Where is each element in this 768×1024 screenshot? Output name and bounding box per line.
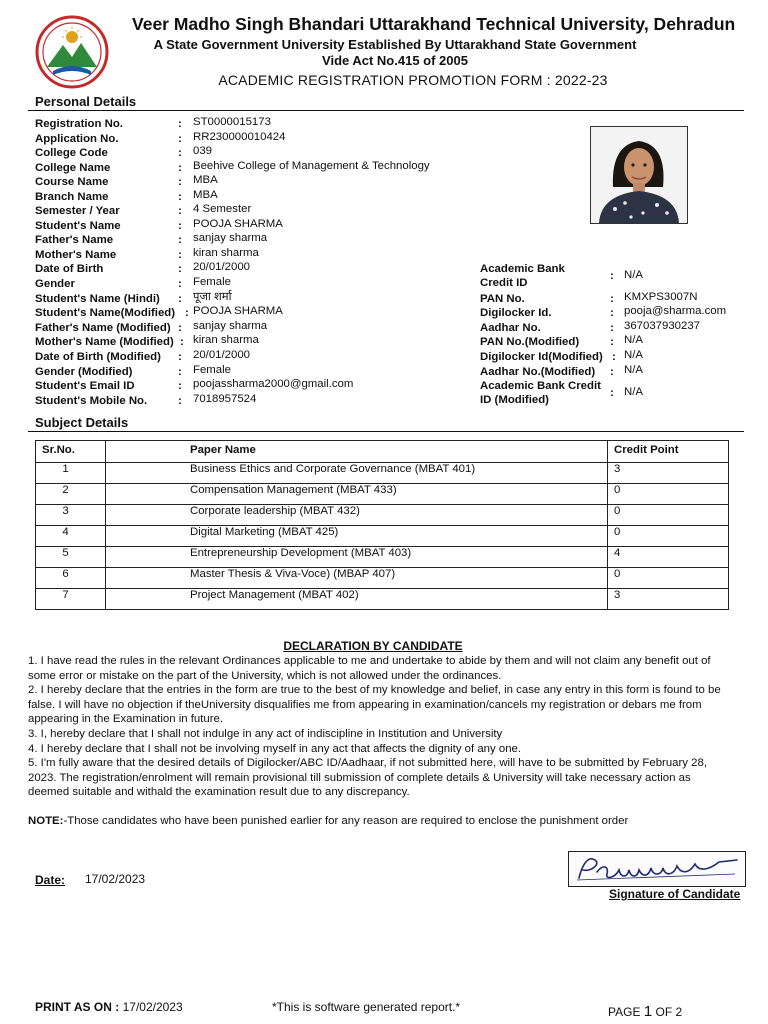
value-semester: 4 Semester <box>193 203 252 215</box>
declaration-point: 3. I, hereby declare that I shall not indulge in any act of indiscipline in Institution and University <box>28 727 503 740</box>
value-dob: 20/01/2000 <box>193 261 251 273</box>
colon: : <box>178 293 182 305</box>
value-aadhar-no-modified: N/A <box>624 364 643 376</box>
value-gender-modified: Female <box>193 364 231 376</box>
university-subtitle: A State Government University Established By Uttarakhand State Government <box>153 37 637 52</box>
date-label: Date: <box>35 873 66 887</box>
value-gender: Female <box>193 276 231 288</box>
credit-point: 3 <box>608 463 729 484</box>
signature-image <box>568 851 746 887</box>
label-dob-modified: Date of Birth (Modified) <box>35 351 161 363</box>
value-application-no: RR230000010424 <box>193 131 286 143</box>
colon: : <box>178 366 182 378</box>
print-date: PRINT AS ON : 17/02/2023 <box>35 1000 183 1014</box>
label-academic-bank-credit-id-modified: Academic Bank Credit ID (Modified) <box>480 380 601 406</box>
value-dob-modified: 20/01/2000 <box>193 349 251 361</box>
label-digilocker-id: Digilocker Id. <box>480 307 552 319</box>
note-text: -Those candidates who have been punished earlier for any reason are required to enclose the punishment order <box>63 815 629 827</box>
label-email: Student's Email ID <box>35 380 135 392</box>
university-name: Veer Madho Singh Bhandari Uttarakhand Technical University, Dehradun <box>132 14 736 34</box>
paper-name: Entrepreneurship Development (MBAT 403) <box>106 547 608 568</box>
value-email: poojassharma2000@gmail.com <box>193 378 354 390</box>
colon: : <box>610 322 614 334</box>
credit-point: 4 <box>608 547 729 568</box>
software-generated-note: *This is software generated report.* <box>272 1000 461 1014</box>
credit-point: 3 <box>608 589 729 610</box>
table-row <box>36 505 729 526</box>
value-mother-name: kiran sharma <box>193 247 259 259</box>
value-college-name: Beehive College of Management & Technology <box>193 160 430 172</box>
value-course-name: MBA <box>193 174 218 186</box>
value-mother-name-modified: kiran sharma <box>193 334 259 346</box>
label-father-name: Father's Name <box>35 234 114 246</box>
print-date-value: 17/02/2023 <box>122 1000 183 1014</box>
label-college-name: College Name <box>35 162 111 174</box>
colon: : <box>178 234 182 246</box>
value-pan-no-modified: N/A <box>624 334 643 346</box>
colon: : <box>178 176 182 188</box>
colon: : <box>610 293 614 305</box>
label-student-name-modified: Student's Name(Modified) <box>35 307 176 319</box>
paper-name: Master Thesis & Viva-Voce) (MBAP 407) <box>106 568 608 589</box>
declaration-point: 2. I hereby declare that the entries in the form are true to the best of my knowledge and belief, in case any entry in this form is found to be false. I will have no objection if theUniversity disqualifies me from appearing in examination/cancels my registration or debars me from appearing in the Examination in future. <box>28 684 721 726</box>
note-label: NOTE: <box>28 815 64 827</box>
label-pan-no-modified: PAN No.(Modified) <box>480 336 580 348</box>
value-mobile: 7018957524 <box>193 393 257 405</box>
column-header-credit-point: Credit Point <box>608 441 729 463</box>
paper-name: Business Ethics and Corporate Governance (MBAT 401) <box>106 463 608 484</box>
colon: : <box>178 162 182 174</box>
label-digilocker-id-modified: Digilocker Id(Modified) <box>480 351 603 363</box>
note <box>28 815 628 827</box>
sr-no: 4 <box>36 526 106 547</box>
label-mother-name: Mother's Name <box>35 249 117 261</box>
divider <box>28 431 744 432</box>
label-dob: Date of Birth <box>35 263 104 275</box>
sr-no: 3 <box>36 505 106 526</box>
value-student-name: POOJA SHARMA <box>193 218 283 230</box>
label-college-code: College Code <box>35 147 108 159</box>
label-application-no: Application No. <box>35 133 119 145</box>
sr-no: 1 <box>36 463 106 484</box>
table-row <box>36 463 729 484</box>
colon: : <box>178 278 182 290</box>
label-course-name: Course Name <box>35 176 109 188</box>
colon: : <box>178 191 182 203</box>
colon: : <box>178 205 182 217</box>
declaration-title: DECLARATION BY CANDIDATE <box>283 639 463 653</box>
personal-details-heading: Personal Details <box>35 94 137 109</box>
value-academic-bank-credit-id-modified: N/A <box>624 386 643 398</box>
value-branch-name: MBA <box>193 189 218 201</box>
sr-no: 2 <box>36 484 106 505</box>
column-header-paper-name: Paper Name <box>106 441 608 463</box>
label-gender: Gender <box>35 278 75 290</box>
table-row <box>36 568 729 589</box>
colon: : <box>178 249 182 261</box>
colon: : <box>610 270 614 282</box>
colon: : <box>178 395 182 407</box>
sr-no: 6 <box>36 568 106 589</box>
paper-name: Digital Marketing (MBAT 425) <box>106 526 608 547</box>
colon: : <box>610 307 614 319</box>
label-registration-no: Registration No. <box>35 118 123 130</box>
sr-no: 7 <box>36 589 106 610</box>
colon: : <box>610 387 614 399</box>
colon: : <box>610 336 614 348</box>
label-pan-no: PAN No. <box>480 293 525 305</box>
sr-no: 5 <box>36 547 106 568</box>
page-number: 1 <box>643 1003 653 1020</box>
colon: : <box>178 380 182 392</box>
value-student-name-hindi: पूजा शर्मा <box>193 291 232 303</box>
label-father-name-modified: Father's Name (Modified) <box>35 322 171 334</box>
paper-name: Corporate leadership (MBAT 432) <box>106 505 608 526</box>
paper-name: Compensation Management (MBAT 433) <box>106 484 608 505</box>
colon: : <box>180 336 184 348</box>
colon: : <box>178 351 182 363</box>
value-aadhar-no: 367037930237 <box>624 320 701 332</box>
student-photo <box>590 126 688 224</box>
divider <box>28 110 744 111</box>
label-semester: Semester / Year <box>35 205 120 217</box>
value-academic-bank-credit-id: N/A <box>624 269 643 281</box>
date-value: 17/02/2023 <box>85 872 146 886</box>
label-gender-modified: Gender (Modified) <box>35 366 133 378</box>
colon: : <box>185 307 189 319</box>
value-college-code: 039 <box>193 145 213 157</box>
colon: : <box>178 220 182 232</box>
declaration-point: 1. I have read the rules in the relevant Ordinances applicable to me and undertake to abide by them and will not claim any benefit out of some error or mistake on the part of the University, which is not allowed under the ordinances. <box>28 655 711 682</box>
label-academic-bank-credit-id: Academic Bank Credit ID <box>480 263 565 289</box>
colon: : <box>612 351 616 363</box>
credit-point: 0 <box>608 484 729 505</box>
declaration-body <box>28 654 723 800</box>
value-pan-no: KMXPS3007N <box>624 291 698 303</box>
value-father-name-modified: sanjay sharma <box>193 320 268 332</box>
table-header-row <box>36 441 729 463</box>
declaration-point: 5. I'm fully aware that the desired details of Digilocker/ABC ID/Aadhaar, if not submitted here, will have to be submitted by February 28, 2023. The registration/enrolment will remain provisional till submission of complete details & University will take necessary action as deemed suitable and withald the examination result due to any discrepancy. <box>28 757 707 799</box>
table-row <box>36 526 729 547</box>
signature-label: Signature of Candidate <box>609 887 741 901</box>
table-row <box>36 547 729 568</box>
declaration-point: 4. I hereby declare that I shall not be involving myself in any act that affects the dignity of any one. <box>28 742 522 755</box>
credit-point: 0 <box>608 505 729 526</box>
subject-table <box>35 440 729 610</box>
colon: : <box>610 366 614 378</box>
value-digilocker-id-modified: N/A <box>624 349 643 361</box>
colon: : <box>178 263 182 275</box>
label-mobile: Student's Mobile No. <box>35 395 148 407</box>
subject-details-heading: Subject Details <box>35 415 129 430</box>
colon: : <box>178 147 182 159</box>
page-indicator <box>608 1003 682 1020</box>
university-act: Vide Act No.415 of 2005 <box>322 53 468 68</box>
paper-name: Project Management (MBAT 402) <box>106 589 608 610</box>
colon: : <box>178 322 182 334</box>
value-digilocker-id: pooja@sharma.com <box>624 305 727 317</box>
label-branch-name: Branch Name <box>35 191 109 203</box>
label-mother-name-modified: Mother's Name (Modified) <box>35 336 174 348</box>
colon: : <box>178 118 182 130</box>
label-aadhar-no: Aadhar No. <box>480 322 541 334</box>
form-title: ACADEMIC REGISTRATION PROMOTION FORM : 2022-23 <box>218 72 608 88</box>
value-registration-no: ST0000015173 <box>193 116 271 128</box>
label-student-name: Student's Name <box>35 220 121 232</box>
credit-point: 0 <box>608 568 729 589</box>
table-row <box>36 484 729 505</box>
colon: : <box>178 133 182 145</box>
label-aadhar-no-modified: Aadhar No.(Modified) <box>480 366 596 378</box>
value-father-name: sanjay sharma <box>193 232 268 244</box>
column-header-sr-no: Sr.No. <box>36 441 106 463</box>
label-student-name-hindi: Student's Name (Hindi) <box>35 293 160 305</box>
table-row <box>36 589 729 610</box>
print-label: PRINT AS ON <box>35 1000 112 1014</box>
credit-point: 0 <box>608 526 729 547</box>
page-of: OF 2 <box>655 1005 683 1019</box>
page-label: PAGE <box>608 1005 641 1019</box>
value-student-name-modified: POOJA SHARMA <box>193 305 283 317</box>
